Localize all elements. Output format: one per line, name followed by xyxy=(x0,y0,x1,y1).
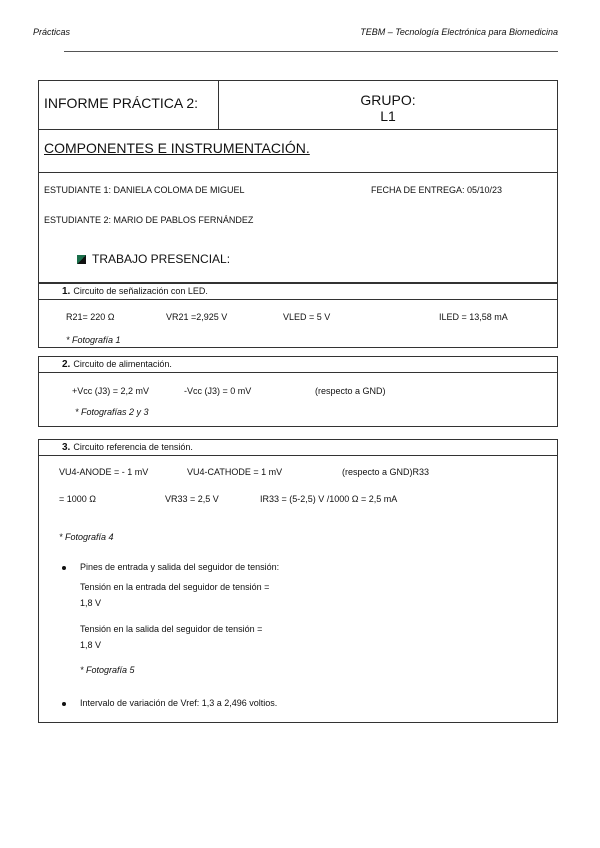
photo-5-note: * Fotografía 5 xyxy=(80,665,135,675)
part-2-box xyxy=(38,356,558,427)
part-1-title: Circuito de señalización con LED. xyxy=(73,286,208,296)
section-title-text: TRABAJO PRESENCIAL: xyxy=(92,252,231,266)
part-3-number: 3. xyxy=(62,442,71,453)
report-title: INFORME PRÁCTICA 2: xyxy=(39,81,219,129)
part-1-header xyxy=(39,284,557,300)
vcc-negative: -Vcc (J3) = 0 mV xyxy=(184,386,252,396)
vref-range: Intervalo de variación de Vref: 1,3 a 2,496 voltios. xyxy=(80,698,278,708)
r21-value: R21= 220 Ω xyxy=(66,312,115,322)
header-right: TEBM – Tecnología Electrónica para Biomedicina xyxy=(360,27,558,37)
bullet-square-icon xyxy=(77,255,86,264)
part-1-box xyxy=(38,283,558,348)
follower-input-value: 1,8 V xyxy=(80,598,102,608)
follower-output-label: Tensión en la salida del seguidor de tensión = xyxy=(80,624,263,634)
ir33-value: IR33 = (5-2,5) V /1000 Ω = 2,5 mA xyxy=(260,494,398,504)
part-2-header xyxy=(39,357,557,373)
gnd-reference-r33: (respecto a GND)R33 xyxy=(342,467,430,477)
iled-value: ILED = 13,58 mA xyxy=(439,312,508,322)
gnd-reference: (respecto a GND) xyxy=(315,386,386,396)
title-row xyxy=(39,81,557,130)
group-cell xyxy=(219,81,557,129)
part-3-title: Circuito referencia de tensión. xyxy=(73,442,193,452)
photo-4-note: * Fotografía 4 xyxy=(59,532,114,542)
header-left: Prácticas xyxy=(33,27,71,37)
student-1: ESTUDIANTE 1: DANIELA COLOMA DE MIGUEL xyxy=(44,185,245,195)
part-1-number: 1. xyxy=(62,286,71,297)
part-2-title: Circuito de alimentación. xyxy=(73,359,172,369)
subject-title: COMPONENTES E INSTRUMENTACIÓN. xyxy=(44,140,310,156)
student-2: ESTUDIANTE 2: MARIO DE PABLOS FERNÁNDEZ xyxy=(44,215,254,225)
part-2-number: 2. xyxy=(62,359,71,370)
photo-2-3-note: * Fotografías 2 y 3 xyxy=(75,407,149,417)
group-label: GRUPO: xyxy=(360,92,416,108)
photo-1-note: * Fotografía 1 xyxy=(66,335,121,345)
delivery-date: FECHA DE ENTREGA: 05/10/23 xyxy=(371,185,503,195)
vr33-value: VR33 = 2,5 V xyxy=(165,494,219,504)
group-value: L1 xyxy=(380,108,396,124)
subject-row xyxy=(39,130,557,173)
bullet-dot-icon xyxy=(62,702,66,706)
r33-value: = 1000 Ω xyxy=(59,494,97,504)
part-3-box xyxy=(38,439,558,723)
follower-input-label: Tensión en la entrada del seguidor de tensión = xyxy=(80,582,270,592)
vr21-value: VR21 =2,925 V xyxy=(166,312,228,322)
bullet-dot-icon xyxy=(62,566,66,570)
follower-output-value: 1,8 V xyxy=(80,640,102,650)
header-divider xyxy=(64,51,558,52)
u4-cathode-voltage: VU4-CATHODE = 1 mV xyxy=(187,467,283,477)
part-3-header xyxy=(39,440,557,456)
vled-value: VLED = 5 V xyxy=(283,312,331,322)
u4-anode-voltage: VU4-ANODE = - 1 mV xyxy=(59,467,149,477)
follower-pins-heading: Pines de entrada y salida del seguidor de tensión: xyxy=(80,562,280,572)
vcc-positive: +Vcc (J3) = 2,2 mV xyxy=(72,386,150,396)
section-title xyxy=(77,252,230,266)
